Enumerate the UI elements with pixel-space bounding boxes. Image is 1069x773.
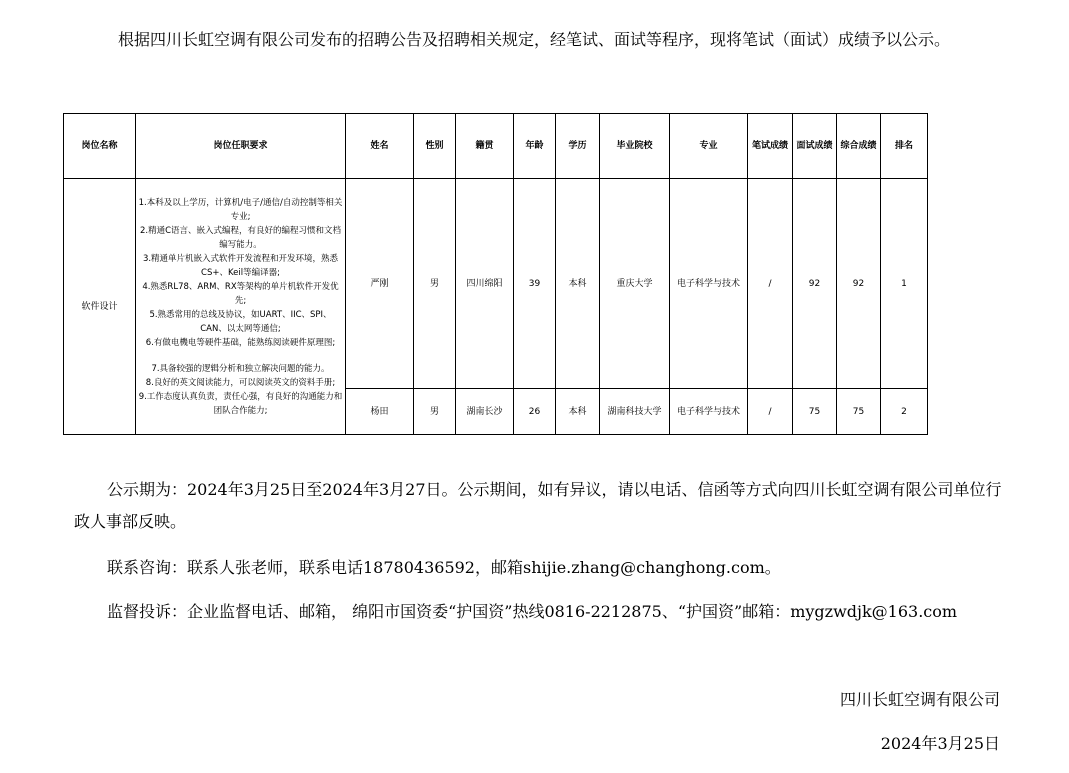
candidate-total-score: 75: [837, 389, 881, 435]
candidate-age: 26: [514, 389, 556, 435]
candidate-education: 本科: [556, 389, 600, 435]
signature-date: 2024年3月25日: [880, 734, 1000, 753]
requirement-item: 3.精通单片机嵌入式软件开发流程和开发环境，熟悉CS+、Keil等编译器;: [142, 253, 339, 278]
header-rank: 排名: [881, 114, 928, 179]
candidate-hometown: 湖南长沙: [456, 389, 514, 435]
header-major: 专业: [670, 114, 748, 179]
candidate-interview-score: 75: [793, 389, 837, 435]
candidate-written-score: /: [748, 179, 793, 389]
candidate-rank: 2: [881, 389, 928, 435]
header-school: 毕业院校: [600, 114, 670, 179]
candidate-gender: 男: [414, 389, 456, 435]
position-cell: 软件设计: [64, 179, 136, 435]
header-requirements: 岗位任职要求: [136, 114, 346, 179]
candidate-interview-score: 92: [793, 179, 837, 389]
requirement-spacer: [138, 350, 343, 362]
candidate-rank: 1: [881, 179, 928, 389]
header-interview-score: 面试成绩: [793, 114, 837, 179]
candidate-education: 本科: [556, 179, 600, 389]
company-signature: 四川长虹空调有限公司: [839, 690, 1000, 709]
candidate-written-score: /: [748, 389, 793, 435]
requirement-item: 4.熟悉RL78、ARM、RX等架构的单片机软件开发优先;: [142, 281, 339, 306]
header-education: 学历: [556, 114, 600, 179]
requirement-item: 8.良好的英文阅读能力，可以阅读英文的资料手册;: [145, 377, 336, 388]
header-age: 年龄: [514, 114, 556, 179]
header-gender: 性别: [414, 114, 456, 179]
header-position: 岗位名称: [64, 114, 136, 179]
contact-line: 联系咨询：联系人张老师，联系电话18780436592，邮箱shijie.zhang@changhong.com。: [107, 558, 781, 577]
results-table: [63, 113, 928, 435]
candidate-major: 电子科学与技术: [670, 179, 748, 389]
candidate-hometown: 四川绵阳: [456, 179, 514, 389]
candidate-name: 杨田: [346, 389, 414, 435]
requirement-item: 6.有做电機电等硬件基础，能熟练阅读硬件原理图;: [145, 337, 336, 348]
header-written-score: 笔试成绩: [748, 114, 793, 179]
requirement-item: 9.工作态度认真负责，责任心强，有良好的沟通能力和团队合作能力;: [138, 391, 343, 416]
candidate-age: 39: [514, 179, 556, 389]
requirements-cell: [136, 179, 346, 435]
intro-paragraph: 根据四川长虹空调有限公司发布的招聘公告及招聘相关规定，经笔试、面试等程序，现将笔试（面试）成绩予以公示。: [118, 30, 951, 49]
candidate-name: 严刚: [346, 179, 414, 389]
notice-paragraph: 公示期为：2024年3月25日至2024年3月27日。公示期间，如有异议，请以电话、信函等方式向四川长虹空调有限公司单位行政人事部反映。: [74, 480, 1002, 531]
requirement-item: 1.本科及以上学历，计算机/电子/通信/自动控制等相关专业;: [138, 197, 343, 222]
candidate-total-score: 92: [837, 179, 881, 389]
requirement-item: 7.具备较强的逻辑分析和独立解决问题的能力。: [151, 363, 330, 374]
header-total-score: 综合成绩: [837, 114, 881, 179]
table-header-row: [64, 114, 928, 179]
header-hometown: 籍贯: [456, 114, 514, 179]
supervision-line: 监督投诉：企业监督电话、邮箱， 绵阳市国资委“护国资”热线0816-2212875、“护国资”邮箱：mygzwdjk@163.com: [107, 602, 958, 621]
requirement-item: 2.精通C语言、嵌入式编程，有良好的编程习惯和文档编写能力。: [139, 225, 342, 250]
candidate-major: 电子科学与技术: [670, 389, 748, 435]
candidate-school: 重庆大学: [600, 179, 670, 389]
requirement-item: 5.熟悉常用的总线及协议，如UART、IIC、SPI、CAN、以太网等通信;: [149, 309, 332, 334]
candidate-school: 湖南科技大学: [600, 389, 670, 435]
table-row: [64, 179, 928, 389]
candidate-gender: 男: [414, 179, 456, 389]
header-name: 姓名: [346, 114, 414, 179]
